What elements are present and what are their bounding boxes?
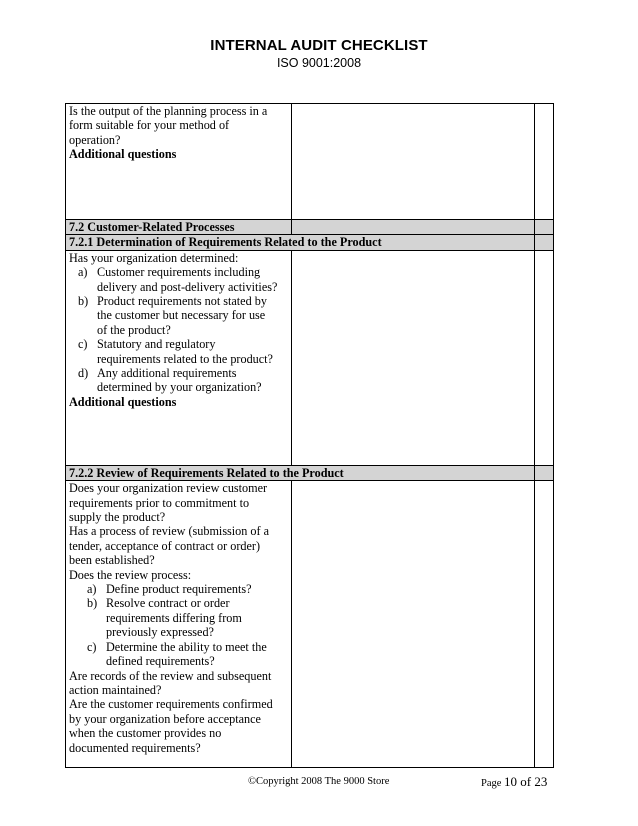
question-line: Has a process of review (submission of a [69,524,270,539]
list-item-line: defined requirements? [106,654,215,669]
section-row-7-2-1 [66,235,554,250]
question-line: by your organization before acceptance [69,711,261,726]
list-item-line: Customer requirements including [97,265,261,280]
compliance-cell[interactable] [535,104,554,220]
page-total: 23 [534,774,548,789]
question-line: Are the customer requirements confirmed [69,697,273,712]
question-intro: Has your organization determined: [69,250,239,265]
list-item [69,294,288,337]
question-line: tender, acceptance of contract or order) [69,538,261,553]
section-shaded-cell [292,220,535,235]
list-item [69,265,288,294]
list-item-line: Determine the ability to meet the [106,639,267,654]
list-marker: a) [78,265,88,280]
question-line: operation? [69,132,121,147]
requirements-list [69,265,288,395]
list-item [69,366,288,395]
question-row-review [66,481,554,768]
audit-checklist-table [65,103,554,768]
page-number [481,774,547,790]
section-shaded-cell [535,220,554,235]
section-title: 7.2.1 Determination of Requirements Related to the Product [66,235,535,250]
question-line: when the customer provides no [69,726,222,741]
question-line: Does your organization review customer [69,481,268,496]
page-label: Page [481,778,505,789]
page-header [0,37,638,71]
review-process-list [69,582,288,668]
compliance-cell[interactable] [535,250,554,465]
question-line: action maintained? [69,682,162,697]
list-item [69,337,288,366]
list-item [69,582,288,596]
list-item [69,596,288,639]
list-marker: d) [78,366,89,381]
list-item-line: determined by your organization? [97,380,262,395]
question-line: form suitable for your method of [69,118,230,133]
question-line: Does the review process: [69,567,192,582]
list-marker: a) [87,582,97,597]
list-item-line: delivery and post-delivery activities? [97,279,278,294]
question-cell [66,481,292,768]
list-item-line: requirements differing from [106,610,242,625]
evidence-cell[interactable] [292,481,535,768]
list-item [69,640,288,669]
list-item-line: Define product requirements? [106,582,252,597]
question-row-determination [66,250,554,465]
section-title: 7.2.2 Review of Requirements Related to the Product [66,465,535,480]
list-item-line: of the product? [97,322,171,337]
list-marker: c) [87,639,97,654]
document-title: INTERNAL AUDIT CHECKLIST [210,37,428,54]
evidence-cell[interactable] [292,250,535,465]
section-shaded-cell [535,235,554,250]
additional-questions-label: Additional questions [69,147,177,162]
list-item-line: Resolve contract or order [106,596,230,611]
compliance-cell[interactable] [535,481,554,768]
copyright-text: ©Copyright 2008 The 9000 Store [248,776,390,787]
section-shaded-cell [535,465,554,480]
list-item-line: Any additional requirements [97,366,237,381]
question-cell [66,104,292,220]
list-item-line: previously expressed? [106,625,214,640]
evidence-cell[interactable] [292,104,535,220]
list-marker: b) [87,596,98,611]
question-line: Are records of the review and subsequent [69,668,272,683]
list-item-line: requirements related to the product? [97,351,273,366]
list-item-line: the customer but necessary for use [97,308,266,323]
document-subtitle: ISO 9001:2008 [276,56,362,70]
additional-questions-label: Additional questions [69,394,177,409]
list-marker: b) [78,294,89,309]
list-marker: c) [78,337,88,352]
question-line: been established? [69,553,155,568]
question-line: supply the product? [69,510,166,525]
list-item-line: Statutory and regulatory [97,337,216,352]
section-title: 7.2 Customer-Related Processes [66,220,292,235]
question-cell [66,250,292,465]
section-row-7-2 [66,220,554,235]
page-of: of [517,774,535,789]
question-line: Is the output of the planning process in a [69,104,268,118]
question-row-planning-output [66,104,554,220]
question-line: documented requirements? [69,740,201,755]
section-row-7-2-2 [66,465,554,480]
list-item-line: Product requirements not stated by [97,294,267,309]
page-current: 10 [504,774,518,789]
question-line: requirements prior to commitment to [69,495,250,510]
